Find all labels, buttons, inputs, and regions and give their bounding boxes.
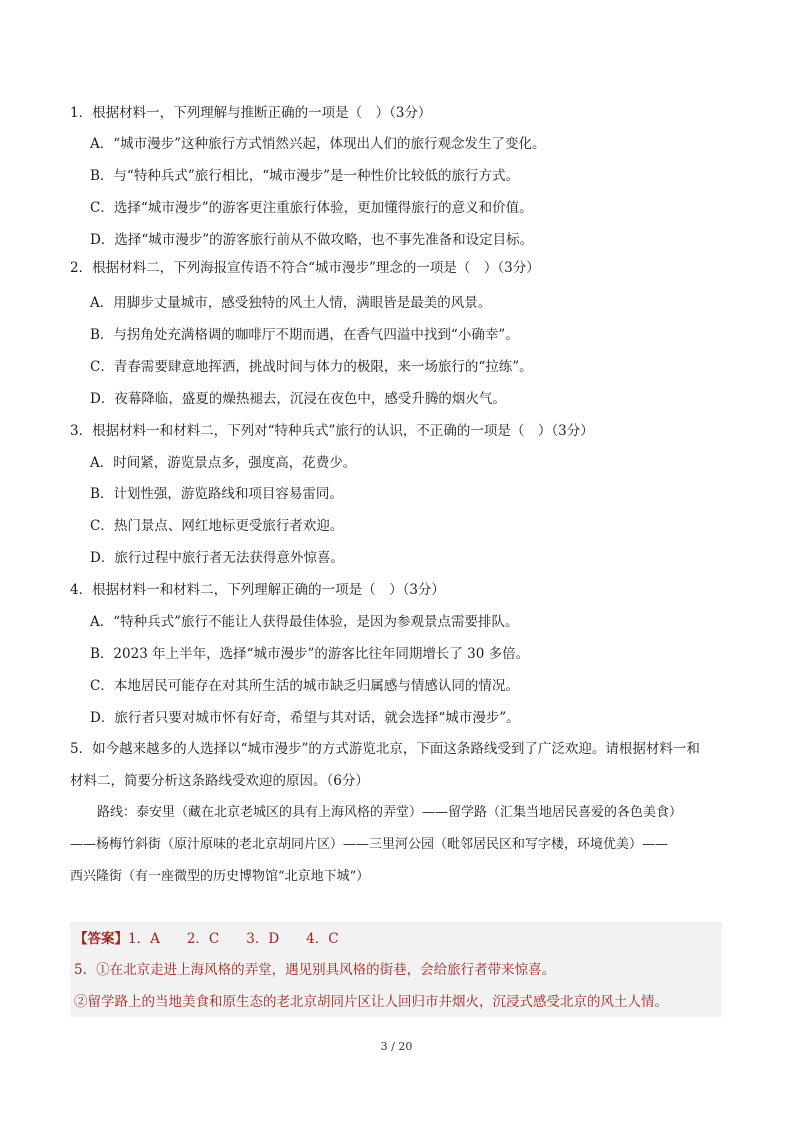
answer-mc-line: [74, 929, 339, 949]
page-number: 3 / 20: [380, 1040, 413, 1053]
question-4-option-a: A．“特种兵式”旅行不能让人获得最佳体验，是因为参观景点需要排队。: [90, 614, 519, 630]
question-1-stem: 1．根据材料一，下列理解与推断正确的一项是（ ）（3分）: [70, 105, 432, 121]
question-1-option-d: D．选择“城市漫步”的游客旅行前从不做攻略，也不事先准备和设定目标。: [90, 232, 534, 248]
question-2-option-d: D．夜幕降临，盛夏的燥热褪去，沉浸在夜色中，感受升腾的烟火气。: [90, 391, 506, 407]
answer-box: [70, 922, 722, 1017]
question-3-option-d: D．旅行过程中旅行者无法获得意外惊喜。: [90, 550, 344, 566]
question-1-option-a: A．“城市漫步”这种旅行方式悄然兴起，体现出人们的旅行观念发生了变化。: [90, 136, 546, 152]
answer-5-line-2: ②留学路上的当地美食和原生态的老北京胡同片区让人回归市井烟火，沉浸式感受北京的风土人情。: [74, 994, 668, 1010]
question-2-option-a: A．用脚步丈量城市，感受独特的风土人情，满眼皆是最美的风景。: [90, 295, 492, 311]
question-2-stem: 2．根据材料二，下列海报宣传语不符合“城市漫步”理念的一项是（ ）（3分）: [70, 260, 540, 276]
route-line-3: 西兴隆街（有一座微型的历史博物馆“北京地下城”）: [70, 869, 370, 884]
route-line-2: ——杨梅竹斜街（原汁原味的老北京胡同片区）——三里河公园（毗邻居民区和写字楼，环境优美）——: [70, 837, 669, 852]
question-4-option-d: D．旅行者只要对城市怀有好奇，希望与其对话，就会选择“城市漫步”。: [90, 710, 520, 726]
question-3-stem: 3．根据材料一和材料二，下列对“特种兵式”旅行的认识，不正确的一项是（ ）（3分）: [70, 423, 594, 439]
route-line-1: 路线：泰安里（藏在北京老城区的具有上海风格的弄堂）——留学路（汇集当地居民喜爱的各色美食）: [97, 805, 683, 820]
answer-tag: 【答案】: [74, 931, 128, 947]
answer-5-line-1: 5．①在北京走进上海风格的弄堂，遇见别具风格的街巷，会给旅行者带来惊喜。: [74, 962, 556, 978]
question-3-option-b: B．计划性强，游览路线和项目容易雷同。: [90, 486, 343, 502]
question-3-option-c: C．热门景点、网红地标更受旅行者欢迎。: [90, 518, 344, 534]
answer-mc: 1．A 2．C 3．D 4．C: [128, 931, 339, 947]
question-5-stem-line-2: 材料二，简要分析这条路线受欢迎的原因。（6分）: [70, 773, 369, 789]
question-2-option-b: B．与拐角处充满格调的咖啡厅不期而遇，在香气四溢中找到“小确幸”。: [90, 327, 519, 343]
question-1-option-c: C．选择“城市漫步”的游客更注重旅行体验，更加懂得旅行的意义和价值。: [90, 200, 533, 216]
question-1-option-b: B．与“特种兵式”旅行相比，“城市漫步”是一种性价比较低的旅行方式。: [90, 168, 520, 184]
question-2-option-c: C．青春需要肆意地挥洒，挑战时间与体力的极限，来一场旅行的“拉练”。: [90, 359, 533, 375]
question-3-option-a: A．时间紧，游览景点多，强度高，花费少。: [90, 455, 357, 471]
question-4-option-c: C．本地居民可能存在对其所生活的城市缺乏归属感与情感认同的情况。: [90, 678, 519, 694]
question-5-stem-line-1: 5．如今越来越多的人选择以“城市漫步”的方式游览北京，下面这条路线受到了广泛欢迎。请根据材料一和: [70, 741, 700, 757]
question-4-stem: 4．根据材料一和材料二，下列理解正确的一项是（ ）（3分）: [70, 582, 445, 598]
question-4-option-b: B．2023 年上半年，选择“城市漫步”的游客比往年同期增长了 30 多倍。: [90, 646, 530, 662]
